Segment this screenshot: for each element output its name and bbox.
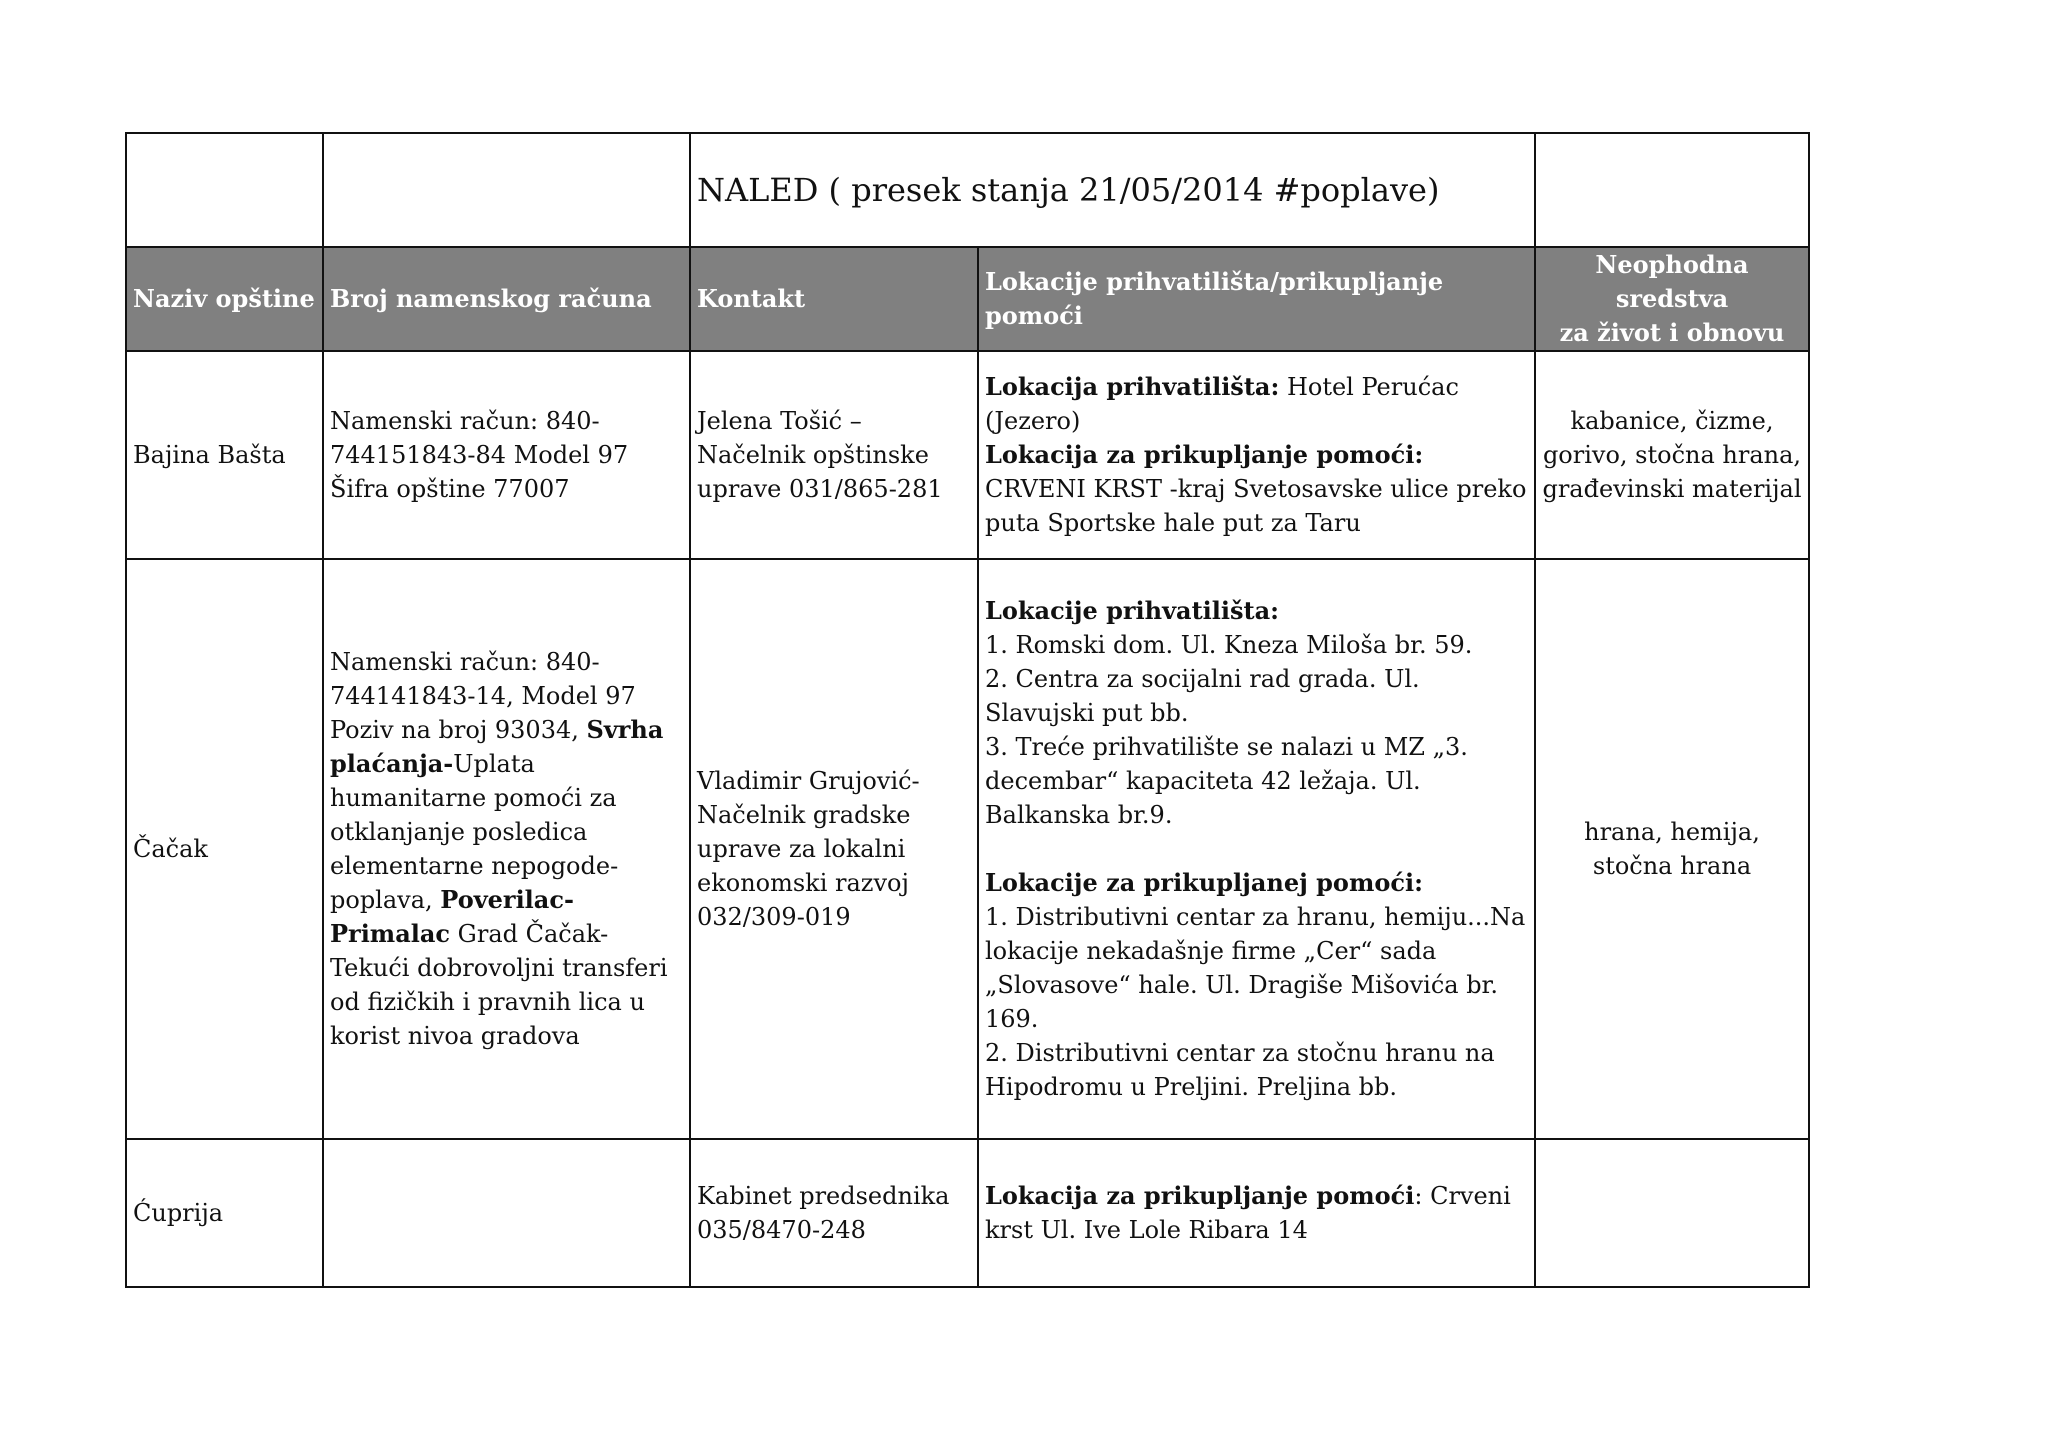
account-cell [323,559,690,1139]
table-row [126,351,1809,559]
contact-cell: Vladimir Grujović- Načelnik gradske uprave za lokalni ekonomski razvoj 032/309-019 [690,559,978,1139]
municipality-cell: Bajina Bašta [126,351,323,559]
needs-cell: hrana, hemija, stočna hrana [1535,559,1809,1139]
shelter-item: 3. Treće prihvatilište se nalazi u MZ „3. decembar“ kapaciteta 42 ležaja. Ul. Balkanska br.9. [985,733,1468,829]
header-row [126,247,1809,351]
account-text: Namenski račun: 840-744141843-14, Model 97 Poziv na broj 93034, [330,648,636,744]
table-row [126,559,1809,1139]
header-locations: Lokacije prihvatilišta/prikupljanje pomoći [978,247,1535,351]
shelter-item: 1. Romski dom. Ul. Kneza Miloša br. 59. [985,631,1473,659]
purpose-label: Svrha plaćanja- [330,715,664,778]
header-municipality: Naziv opštine [126,247,323,351]
locations-cell [978,351,1535,559]
account-cell: Namenski račun: 840-744151843-84 Model 97 Šifra opštine 77007 [323,351,690,559]
collection-label: Lokacija za prikupljanje pomoći: [985,440,1424,469]
collection-text: CRVENI KRST -kraj Svetosavske ulice preko puta Sportske hale put za Taru [985,475,1527,537]
header-needs-line1: Neophodna sredstva [1595,250,1749,313]
needs-cell [1535,1139,1809,1287]
empty-cell [126,133,323,247]
account-cell [323,1139,690,1287]
recipient-label: Poverilac-Primalac [330,885,574,948]
contact-cell: Jelena Tošić – Načelnik opštinske uprave 031/865-281 [690,351,978,559]
empty-cell [323,133,690,247]
recipient-text: Grad Čačak-Tekući dobrovoljni transferi od fizičkih i pravnih lica u korist nivoa gradova [330,920,668,1050]
spacer [985,832,1528,866]
table-row [126,1139,1809,1287]
municipality-cell: Čačak [126,559,323,1139]
locations-cell [978,559,1535,1139]
collection-label: Lokacija za prikupljanje pomoći [985,1181,1415,1210]
header-needs [1535,247,1809,351]
title-row [126,133,1809,247]
municipality-cell: Ćuprija [126,1139,323,1287]
shelter-text: Hotel Perućac (Jezero) [985,373,1459,435]
shelter-label: Lokacije prihvatilišta: [985,596,1280,625]
collection-item: 2. Distributivni centar za stočnu hranu na Hipodromu u Preljini. Preljina bb. [985,1039,1495,1101]
shelter-label: Lokacija prihvatilišta: [985,372,1280,401]
locations-cell [978,1139,1535,1287]
shelter-item: 2. Centra za socijalni rad grada. Ul. Slavujski put bb. [985,665,1420,727]
collection-label: Lokacije za prikupljanej pomoći: [985,868,1423,897]
needs-cell: kabanice, čizme, gorivo, stočna hrana, građevinski materijal [1535,351,1809,559]
contact-cell: Kabinet predsednika 035/8470-248 [690,1139,978,1287]
collection-item: 1. Distributivni centar za hranu, hemiju...Na lokacije nekadašnje firme „Cer“ sada „Slovasove“ hale. Ul. Dragiše Mišovića br. 169. [985,903,1526,1033]
empty-cell [1535,133,1809,247]
document-title: NALED ( presek stanja 21/05/2014 #poplave) [690,133,1535,247]
header-contact: Kontakt [690,247,978,351]
purpose-text: Uplata humanitarne pomoći za otklanjanje posledica elementarne nepogode-poplava, [330,750,619,914]
collection-text: : Crveni krst Ul. Ive Lole Ribara 14 [985,1182,1511,1244]
header-account: Broj namenskog računa [323,247,690,351]
header-needs-line2: za život i obnovu [1559,318,1785,347]
municipalities-table [125,132,1810,1288]
